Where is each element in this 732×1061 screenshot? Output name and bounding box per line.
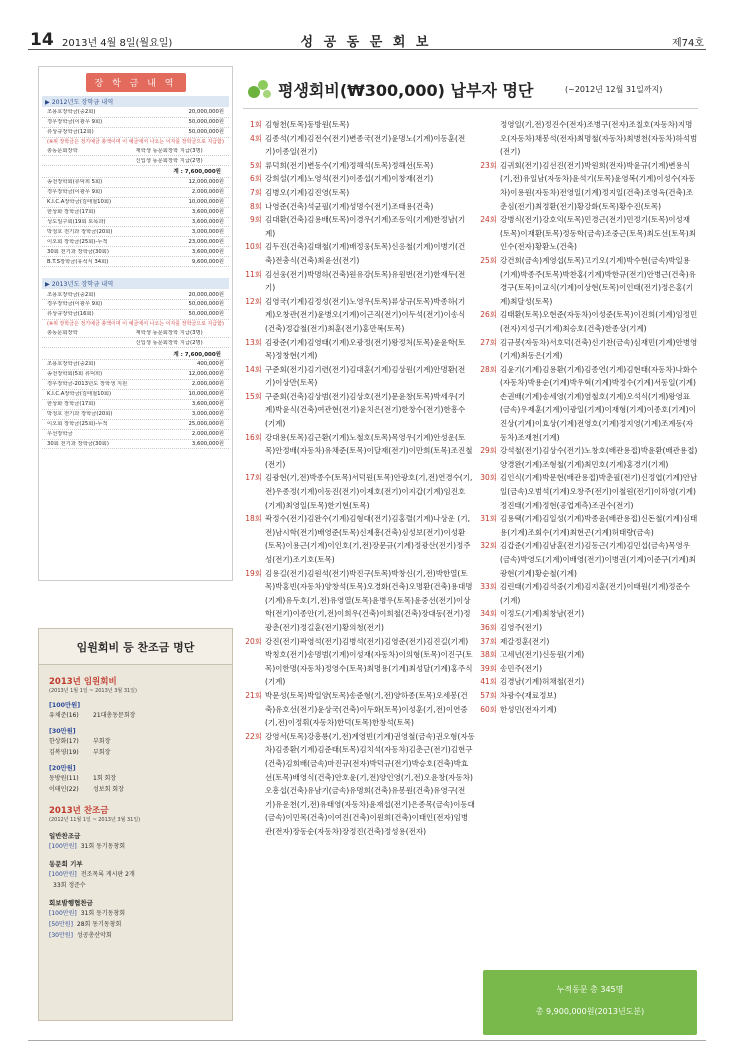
page-header: [0, 0, 732, 50]
class-year: 31회: [480, 514, 497, 524]
scholarship-row: [42, 247, 229, 257]
scholarship-note: (※위 장학금은 정기예금 총액이며 이 예금에서 나오는 이자를 장학금으로 지급함): [47, 138, 224, 145]
class-entry: [243, 132, 475, 159]
section-period: (2012년 11월 1일 ~ 2013년 3월 31일): [49, 817, 141, 823]
row-value: 50,000,000원: [188, 301, 224, 308]
class-members: 박문성(토목)박일양(토목)송준형(기,전)양하종(토목)오세봉(건축)유호선(전기)윤상국(건축)이두화(토목)이성훈(기,전)이연중(기,전)이정휘(자동차)한덕(토목)한창석(토목): [265, 690, 468, 728]
class-entry: [243, 512, 475, 566]
scholarship-row: [42, 208, 229, 218]
title-rule: [243, 108, 698, 109]
donation-text: 31회 동기동창회: [80, 843, 126, 850]
officer-row: [49, 772, 222, 783]
scholarship-row: [42, 380, 229, 390]
class-entry: [243, 295, 475, 336]
class-members: 김형천(토목)동방원(토목): [265, 120, 350, 129]
class-entry: [243, 567, 475, 635]
row-label: 송천장학회(류덕희 5회): [47, 179, 103, 186]
class-members: 송민주(전기): [500, 663, 543, 673]
class-year: 36회: [480, 622, 497, 632]
row-mid: 재학생 동문회장학 지급(3명): [135, 329, 203, 336]
officer-row: [49, 783, 222, 794]
class-year: 4회: [249, 133, 262, 143]
row-mid: 신입생 동문회장학 지급(2명): [135, 157, 203, 164]
section-period: (2013년 1월 1일 ~ 2013년 3월 31일): [49, 688, 137, 694]
donation-tier: [20만원]: [49, 765, 76, 772]
row-value: 3,600,000원: [191, 401, 224, 408]
class-year: 16회: [245, 432, 262, 442]
class-entry: [243, 240, 475, 267]
class-entry: [243, 200, 475, 214]
class-entry: [478, 621, 698, 635]
row-value: 3,600,000원: [191, 218, 224, 225]
scholarship-row: [42, 118, 229, 128]
summary-box: [483, 970, 697, 1035]
class-year: 12회: [245, 296, 262, 306]
class-members: 강건희(금속)계영섭(토목)고기오(기계)박수현(금속)박일용(기계)박종주(토목)박찬홍(기계)박한규(전기)안병근(건축)유경구(토목)이교식(기계)이상현(토목)이인태(전기)정은홍(기계)최달성(토목): [500, 255, 696, 306]
scholarship-row: [42, 400, 229, 410]
class-members: 김경남(기계)허채철(전기): [500, 677, 585, 687]
class-year: 27회: [480, 337, 497, 347]
row-label: 박청호 전기과 장학금(20회): [47, 228, 113, 235]
scholarship-row: [42, 198, 229, 208]
officer-role: 21대총동문회장: [93, 712, 136, 719]
scholarship-row: [42, 360, 229, 370]
class-entry: [478, 512, 698, 539]
class-members: 김종석(기계)김전수(전기)변종국(전기)윤명노(기계)이동훈(전기)이종일(전기): [265, 133, 466, 157]
green-dots-icon: [248, 80, 272, 100]
row-label: K.I.C.A장학금(김태철10회): [47, 198, 112, 205]
members-column-right: [478, 118, 698, 716]
class-members: 김광현(기,전)박종수(토목)서덕원(토목)안광호(기,전)연경수(기,전)우종정(기계)이동진(전기)이제호(전기)이지갑(기계)임진호(기계)최영일(토목)한기현(토목): [265, 473, 473, 510]
scholarship-row: [42, 420, 229, 430]
class-members: 김병오(기계)김진영(토목): [265, 187, 350, 197]
donation-group-head: 동문회 기부: [49, 860, 83, 868]
class-year: 25회: [480, 255, 497, 265]
class-year: 60회: [480, 704, 497, 714]
row-mid: 재학생 동문회장학 지급(3명): [135, 147, 203, 154]
officer-name: 이태인(22): [49, 786, 79, 793]
class-members: 구준회(건축)김상범(전기)김상호(전기)문윤창(토목)박세우(기계)박윤식(건축)여관현(전기)윤치은(전기)한창수(전기)한흥수(기계): [265, 391, 466, 429]
row-label: 조용호장학금(중2회): [47, 291, 96, 298]
row-label: 경우장학금(이광우 9회): [47, 301, 103, 308]
scholarship-row: [42, 440, 229, 450]
members-column-left: [243, 118, 475, 838]
row-label: 우선장학금: [47, 430, 73, 437]
donation-line: [49, 879, 222, 890]
scholarship-row: [42, 237, 229, 247]
row-value: 3,600,000원: [191, 208, 224, 215]
scholarship-row: [42, 410, 229, 420]
row-label: 한상화 장학금(17회): [47, 401, 96, 408]
class-year: 23회: [480, 160, 497, 170]
row-label: 경우장학금(이광우 9회): [47, 119, 103, 126]
scholarship-row: [42, 128, 229, 138]
officers-donation-panel: [38, 628, 233, 1021]
officer-name: 동방원(11): [49, 775, 79, 782]
donation-line: [49, 868, 222, 879]
header-rule: [28, 49, 706, 50]
class-entry: [243, 363, 475, 390]
scholarship-row: [42, 370, 229, 380]
officer-role: 1회 회장: [93, 775, 117, 782]
officer-row: [49, 746, 222, 757]
class-year: 32회: [480, 541, 497, 551]
class-year: 41회: [480, 677, 497, 687]
class-entry: [478, 471, 698, 512]
row-label: 류상규장학금(16회): [47, 311, 94, 318]
class-members: 김용길(전기)김원석(전기)박진구(토목)박창신(기,전)박한열(토목)박홍빈(자동차)양창석(토목)오경화(건축)오명환(건축)용대명(기계)유두호(기,전)유영열(토목)윤병우(토목)윤중선(전기)이상학(전기)이종안(기,전)이희우(건축)이희철(건축)장대동(전기)정광춘(전기)정길훈(전기)황의청(전기): [265, 568, 473, 632]
scholarship-row: [42, 178, 229, 188]
row-value: 20,000,000원: [188, 291, 224, 298]
class-entry: [243, 336, 475, 363]
class-year: 18회: [245, 514, 262, 524]
class-entry: [478, 648, 698, 662]
class-members: 강석철(전기)김상수(전기)노창호(배관용접)박윤환(배관용접)양경완(기계)조형철(기계)최민호(기계)홍경기(기계): [500, 446, 698, 469]
class-members: 김윤기(기계)김용환(기계)김종연(기계)김현태(자동차)나화수(자동차)박용순(기계)박우혁(기계)박정수(기계)서동일(기계)손권배(기계)송세영(기계)염철호(기계)오석식(기계)왕영표(금속)우제훈(기계)이광일(기계)이재형(기계)이종호(기계)이진상(기계)이효상(기계)전영호(기계)정지영(기계)조계동(자동차)조재천(기계): [500, 364, 698, 442]
summary-count: 누적동문 총 345명: [556, 985, 624, 994]
class-entry: [243, 431, 475, 472]
section-heading: ▶ 2012년도 장학금 내역: [42, 96, 229, 107]
scholarship-misc-row: [42, 156, 229, 166]
class-entry: [478, 607, 698, 621]
class-members: 제갈정훈(전기): [500, 636, 550, 646]
class-members: 고세년(전기)신동원(기계): [500, 650, 585, 660]
class-entry: [243, 213, 475, 240]
class-year: 14회: [245, 364, 262, 374]
scholarship-misc-row: [42, 338, 229, 348]
row-label: 경우장학금(이광우 9회): [47, 189, 103, 196]
section-title: 2013년 찬조금: [49, 806, 109, 816]
scholarship-row: [42, 310, 229, 320]
paper-name: 성 공 동 문 회 보: [300, 35, 432, 50]
issue-date: 2013년 4월 8일(월요일): [62, 38, 173, 49]
scholarship-row: [42, 227, 229, 237]
class-year: 20회: [245, 636, 262, 646]
donation-text: 33회 정준수: [53, 882, 86, 889]
class-year: 10회: [245, 242, 262, 252]
class-entry: [478, 703, 698, 717]
class-entry: [243, 730, 475, 839]
row-value: 12,000,000원: [188, 179, 224, 186]
row-value: 3,600,000원: [191, 440, 224, 447]
class-year: 13회: [245, 337, 262, 347]
class-members: 강대용(토목)김근환(기계)노철호(토목)목영우(기계)안성운(토목)안정배(자동차)유채준(토목)이달재(전기)이만희(토목)조진철(전기): [265, 432, 473, 469]
class-members: 김태환(토목)오현준(자동차)이성준(토목)이진희(기계)임정민(전자)지성구(기계)최승호(건축)한종상(기계): [500, 310, 698, 333]
scholarship-row: [42, 257, 229, 267]
row-label: 성도일구회(19회 토목과): [47, 218, 106, 225]
row-value: 10,000,000원: [188, 391, 224, 398]
donation-line: [49, 840, 222, 851]
class-entry: [243, 635, 475, 689]
officer-name: 김복영(19): [49, 749, 79, 756]
row-value: 3,600,000원: [191, 248, 224, 255]
class-entry: [478, 539, 698, 580]
class-entry: [478, 159, 698, 213]
class-members: 이정도(기계)최창남(전기): [500, 609, 585, 619]
class-entry: [478, 213, 698, 254]
officer-row: [49, 735, 222, 746]
main-subtitle: (~2012년 12월 31일까지): [565, 85, 663, 94]
page-number: 14: [30, 30, 54, 50]
donation-group-head: 일반찬조금: [49, 832, 81, 840]
scholarship-row: [42, 188, 229, 198]
row-label: 류상규장학금(12회): [47, 129, 94, 136]
class-year: 24회: [480, 215, 497, 225]
scholarship-2013: [39, 278, 232, 449]
donation-tier: [100만원]: [49, 843, 77, 850]
scholarship-title: 장 학 금 내 역: [86, 73, 186, 92]
class-members: 김인식(기계)박문현(배관용접)박춘필(전기)신정엽(기계)안남일(금속)오범석(기계)오창주(전기)이철원(전기)이하영(기계)정진태(기계)정현(공업계측)조권수(전기): [500, 473, 698, 510]
class-year: 21회: [245, 690, 262, 700]
row-label: 이오회 장학금(25회)-누적: [47, 238, 108, 245]
class-entry: [243, 172, 475, 186]
class-members: 김갑준(기계)김남훈(전기)김동근(기계)김민섭(금속)목영우(금속)박영도(기계)이배영(전기)이병권(기계)이준구(기계)최광현(기계)황순철(기계): [500, 541, 696, 578]
class-year: 29회: [480, 446, 497, 456]
class-members: 김두진(건축)김태철(기계)배정웅(토목)신응철(기계)이병기(건축)전충식(건축)최윤선(전기): [265, 242, 466, 265]
issue-number: 제74호: [671, 38, 704, 49]
row-value: 2,000,000원: [191, 381, 224, 388]
class-year: 19회: [245, 568, 262, 578]
class-entry: [243, 159, 475, 173]
donation-tier: [100만원]: [49, 910, 77, 917]
row-value: 50,000,000원: [188, 129, 224, 136]
class-members: 김영주(전기): [500, 622, 543, 632]
class-entry: [478, 635, 698, 649]
row-value: 9,600,000원: [191, 258, 224, 265]
row-label: 조용호장학금(중2회): [47, 361, 96, 368]
class-year: 34회: [480, 609, 497, 619]
scholarship-panel: [38, 66, 233, 581]
class-entry: [243, 118, 475, 132]
row-value: 50,000,000원: [188, 119, 224, 126]
class-year: 30회: [480, 473, 497, 483]
row-value: 2,000,000원: [191, 430, 224, 437]
donation-text: 성공총산악회: [76, 932, 112, 939]
class-entry: [478, 363, 698, 445]
class-members: 김영국(기계)김정성(전기)노영우(토목)류상규(토목)박종하(기계)오창관(전기)윤병오(기계)이근직(전기)이두석(전기)이송식(건축)정갑철(전기)최훈(전기)홍만복(토목): [265, 296, 466, 333]
class-members: 곽정수(전기)김완수(기계)김형대(전기)김홍렬(기계)나상운 (기,전)남시학(전기)배영준(토목)신제흥(건축)심성보(전기)이성환(토목)이용근(기계)이인호(기,전)장문규(기계)정광산(전기)정주성(전기)조기호(토목): [265, 514, 471, 564]
class-members: 강병식(전기)강호익(토목)민경근(전기)민정기(토목)이성재(토목)이재환(토목)정동학(금속)조중근(토목)최도선(토목)최인수(전자)황환노(건축): [500, 215, 696, 252]
officer-role: 성보회 회장: [93, 786, 124, 793]
donation-line: [49, 929, 222, 940]
scholarship-2012: [39, 96, 232, 267]
class-year: 37회: [480, 636, 497, 646]
class-year: 7회: [249, 187, 262, 197]
class-entry: [478, 336, 698, 363]
class-members: 류덕희(전기)변동수(기계)정해석(토목)정해선(토목): [265, 160, 434, 170]
section-title: 2013년 임원회비: [49, 677, 117, 687]
row-value: 3,000,000원: [191, 410, 224, 417]
officer-name: 유채준(16): [49, 712, 79, 719]
main-heading: [243, 78, 703, 102]
row-label: 조용호장학금(중2회): [47, 109, 96, 116]
main-title: 평생회비(₩300,000) 납부자 명단: [278, 81, 534, 100]
row-label: 30회 전기과 장학금(30회): [47, 248, 109, 255]
officer-name: 한상화(17): [49, 738, 79, 745]
officers-title: 임원회비 등 찬조금 명단: [39, 629, 232, 665]
class-entry: [243, 186, 475, 200]
class-year: 9회: [249, 215, 262, 225]
donation-tier: [30만원]: [49, 932, 73, 939]
row-value: 25,000,000원: [188, 420, 224, 427]
donation-tier: [30만원]: [49, 728, 76, 735]
class-entry: [243, 471, 475, 512]
class-entry: [478, 308, 698, 335]
officer-role: 부회장: [93, 738, 111, 745]
class-members: 나영준(건축)석균필(기계)성명수(전기)조태용(건축): [265, 201, 434, 211]
class-year: 1회: [249, 120, 262, 129]
row-value: 12,000,000원: [188, 371, 224, 378]
class-entry: [478, 118, 698, 159]
donation-text: 31회 동기동창회: [80, 910, 126, 917]
class-entry: [478, 675, 698, 689]
scholarship-row: [42, 300, 229, 310]
scholarship-row: [42, 290, 229, 300]
officer-role: 부회장: [93, 749, 111, 756]
class-members: 김린태(기계)김석중(기계)김지훈(전기)이태원(기계)정준수(기계): [500, 582, 691, 605]
class-members: 정영일(기,전)정진수(전자)조병구(전자)조칠호(자동차)지명오(자동차)채봉석(전자)최명철(자동차)최병천(자동차)하석범(전기): [500, 120, 698, 157]
class-entry: [478, 662, 698, 676]
row-value: 400,000원: [196, 361, 224, 368]
row-label: 30회 전기과 장학금(30회): [47, 440, 109, 447]
donation-line: [49, 907, 222, 918]
bottom-rule: [28, 1040, 706, 1041]
class-members: 강희설(기계)노영석(전기)이종섭(기계)이창재(전기): [265, 174, 434, 184]
class-members: 김대환(건축)김용배(토목)이경우(기계)조동익(기계)한정남(기계): [265, 215, 466, 238]
class-year: 17회: [245, 473, 262, 483]
row-mid: 신입생 동문회장학 지급(2명): [135, 339, 203, 346]
class-members: 김귀회(전기)김선진(전기)박원희(전자)박윤규(기계)변용식(기,전)유일남(자동차)윤석기(토목)윤영복(기계)이성수(자동차)이용원(자동차)전영일(기계)정지일(건축)조영옥(건축)조춘심(전기)최정환(전기)황강화(토목)황수진(토목): [500, 160, 696, 211]
class-members: 김용택(기계)김일성(기계)박종윤(배관용접)신돈철(기계)심태용(기계)조회수(기계)최현곤(기계)허태량(금속): [500, 514, 698, 537]
officers-body: [39, 665, 232, 948]
officer-row: [49, 709, 222, 720]
class-entry: [243, 390, 475, 431]
class-members: 강진(전기)곽영석(전기)김병석(전기)김영준(전기)김진길(기계)박칭호(전기)송명범(기계)이성재(자동차)이의형(토목)이진구(토목)이한명(자동차)정영수(토목)최명용(기계)최성달(기계)홍주식(기계): [265, 636, 473, 687]
donation-group-head: 회보발행협찬금: [49, 899, 93, 907]
donation-text: 전조목록 게시판 2개: [80, 871, 135, 878]
class-year: 38회: [480, 650, 497, 660]
scholarship-row: [42, 108, 229, 118]
row-value: 20,000,000원: [188, 109, 224, 116]
scholarship-note: (※위 장학금은 정기예금 총액이며 이 예금에서 나오는 이자를 장학금으로 지급함): [47, 321, 224, 328]
class-members: 강영서(토목)강흥룡(기,전)계영빈(기계)권영철(금속)권오형(자동차)김종환(기계)김준태(토목)김치석(자동차)김춘근(전기)김현구(건축)김희배(금속)마진규(전자)박덕규(전기)박승호(건축)박효선(토목)배영식(건축)안호윤(기,전)양인영(기,전)오윤창(자동차)오흥섭(건축)유남기(금속)유명희(건축)유봉원(건축)유영구(전기)유운천(기,전)유태영(자동차)윤재섭(전기)은종목(금속)이동대(금속)이민목(건축)이여진(건축)이원희(건축)이태인(전자)임병관(전자)장동순(자동차)장정진(건축)정성용(전자): [265, 731, 475, 836]
row-label: [47, 158, 136, 164]
row-value: 50,000,000원: [188, 311, 224, 318]
class-entry: [243, 268, 475, 295]
class-entry: [478, 689, 698, 703]
row-label: 경우장학금-2013년도 장학생 지원: [47, 381, 128, 388]
class-year: 33회: [480, 582, 497, 592]
class-members: 구준회(전기)김기련(전기)김대훈(기계)김상원(기계)안명환(전기)이상만(토목): [265, 364, 466, 388]
scholarship-total: 계 : 7,600,000원: [42, 348, 229, 360]
class-year: 26회: [480, 310, 497, 320]
donation-text: 28회 동기동창회: [76, 921, 122, 928]
class-members: 차광수(재료정보): [500, 690, 557, 700]
class-year: 6회: [249, 174, 262, 184]
class-entry: [478, 254, 698, 308]
class-members: 김선웅(전기)박명하(건축)원유강(토목)유원번(전기)한재두(전기): [265, 269, 466, 293]
scholarship-row: [42, 430, 229, 440]
scholarship-misc-row: [42, 329, 229, 339]
donation-tier: [50만원]: [49, 921, 73, 928]
class-year: [478, 118, 500, 159]
scholarship-row: [42, 218, 229, 228]
row-label: [47, 340, 136, 346]
class-year: 15회: [245, 391, 262, 401]
donation-line: [49, 918, 222, 929]
row-label: B.T.S장학금(유석식 34회): [47, 258, 109, 265]
class-members: 김규봉(자동차)서호덕(건축)신기찬(금속)심재민(기계)안병영(기계)최동은(기계): [500, 337, 698, 361]
class-members: 김광준(기계)김영태(기계)오광정(전기)왕정처(토목)윤윤학(토목)정창현(기계): [265, 337, 466, 361]
row-value: 3,000,000원: [191, 228, 224, 235]
class-year: 22회: [245, 731, 262, 741]
row-label: 박청호 전기과 장학금(20회): [47, 410, 113, 417]
row-label: 총동문회장학: [47, 147, 78, 154]
summary-total: 총 9,900,000원(2013년도분): [535, 1007, 645, 1016]
class-entry: [478, 580, 698, 607]
class-entry: [243, 689, 475, 730]
donation-tier: [100만원]: [49, 702, 81, 709]
scholarship-misc-row: [42, 146, 229, 156]
class-year: 11회: [245, 269, 262, 279]
row-label: K.I.C.A장학금(김태철10회): [47, 391, 112, 398]
row-label: 송천장학회(5회 류덕희): [47, 371, 103, 378]
class-members: 한성민(전자기계): [500, 704, 557, 714]
scholarship-total: 계 : 7,600,000원: [42, 166, 229, 178]
row-value: 10,000,000원: [188, 198, 224, 205]
scholarship-row: [42, 390, 229, 400]
class-year: 28회: [480, 364, 497, 374]
row-label: 총동문회장학: [47, 329, 78, 336]
row-value: 2,000,000원: [191, 189, 224, 196]
row-label: 이오회 장학금(25회)-누적: [47, 420, 108, 427]
row-label: 한상화 장학금(17회): [47, 208, 96, 215]
class-entry: [478, 444, 698, 471]
class-year: 8회: [249, 201, 262, 211]
donation-tier: [100만원]: [49, 871, 77, 878]
section-heading: ▶ 2013년도 장학금 내역: [42, 278, 229, 289]
row-value: 23,000,000원: [188, 238, 224, 245]
class-year: 39회: [480, 663, 497, 673]
class-year: 5회: [249, 160, 262, 170]
class-year: 57회: [480, 690, 497, 700]
